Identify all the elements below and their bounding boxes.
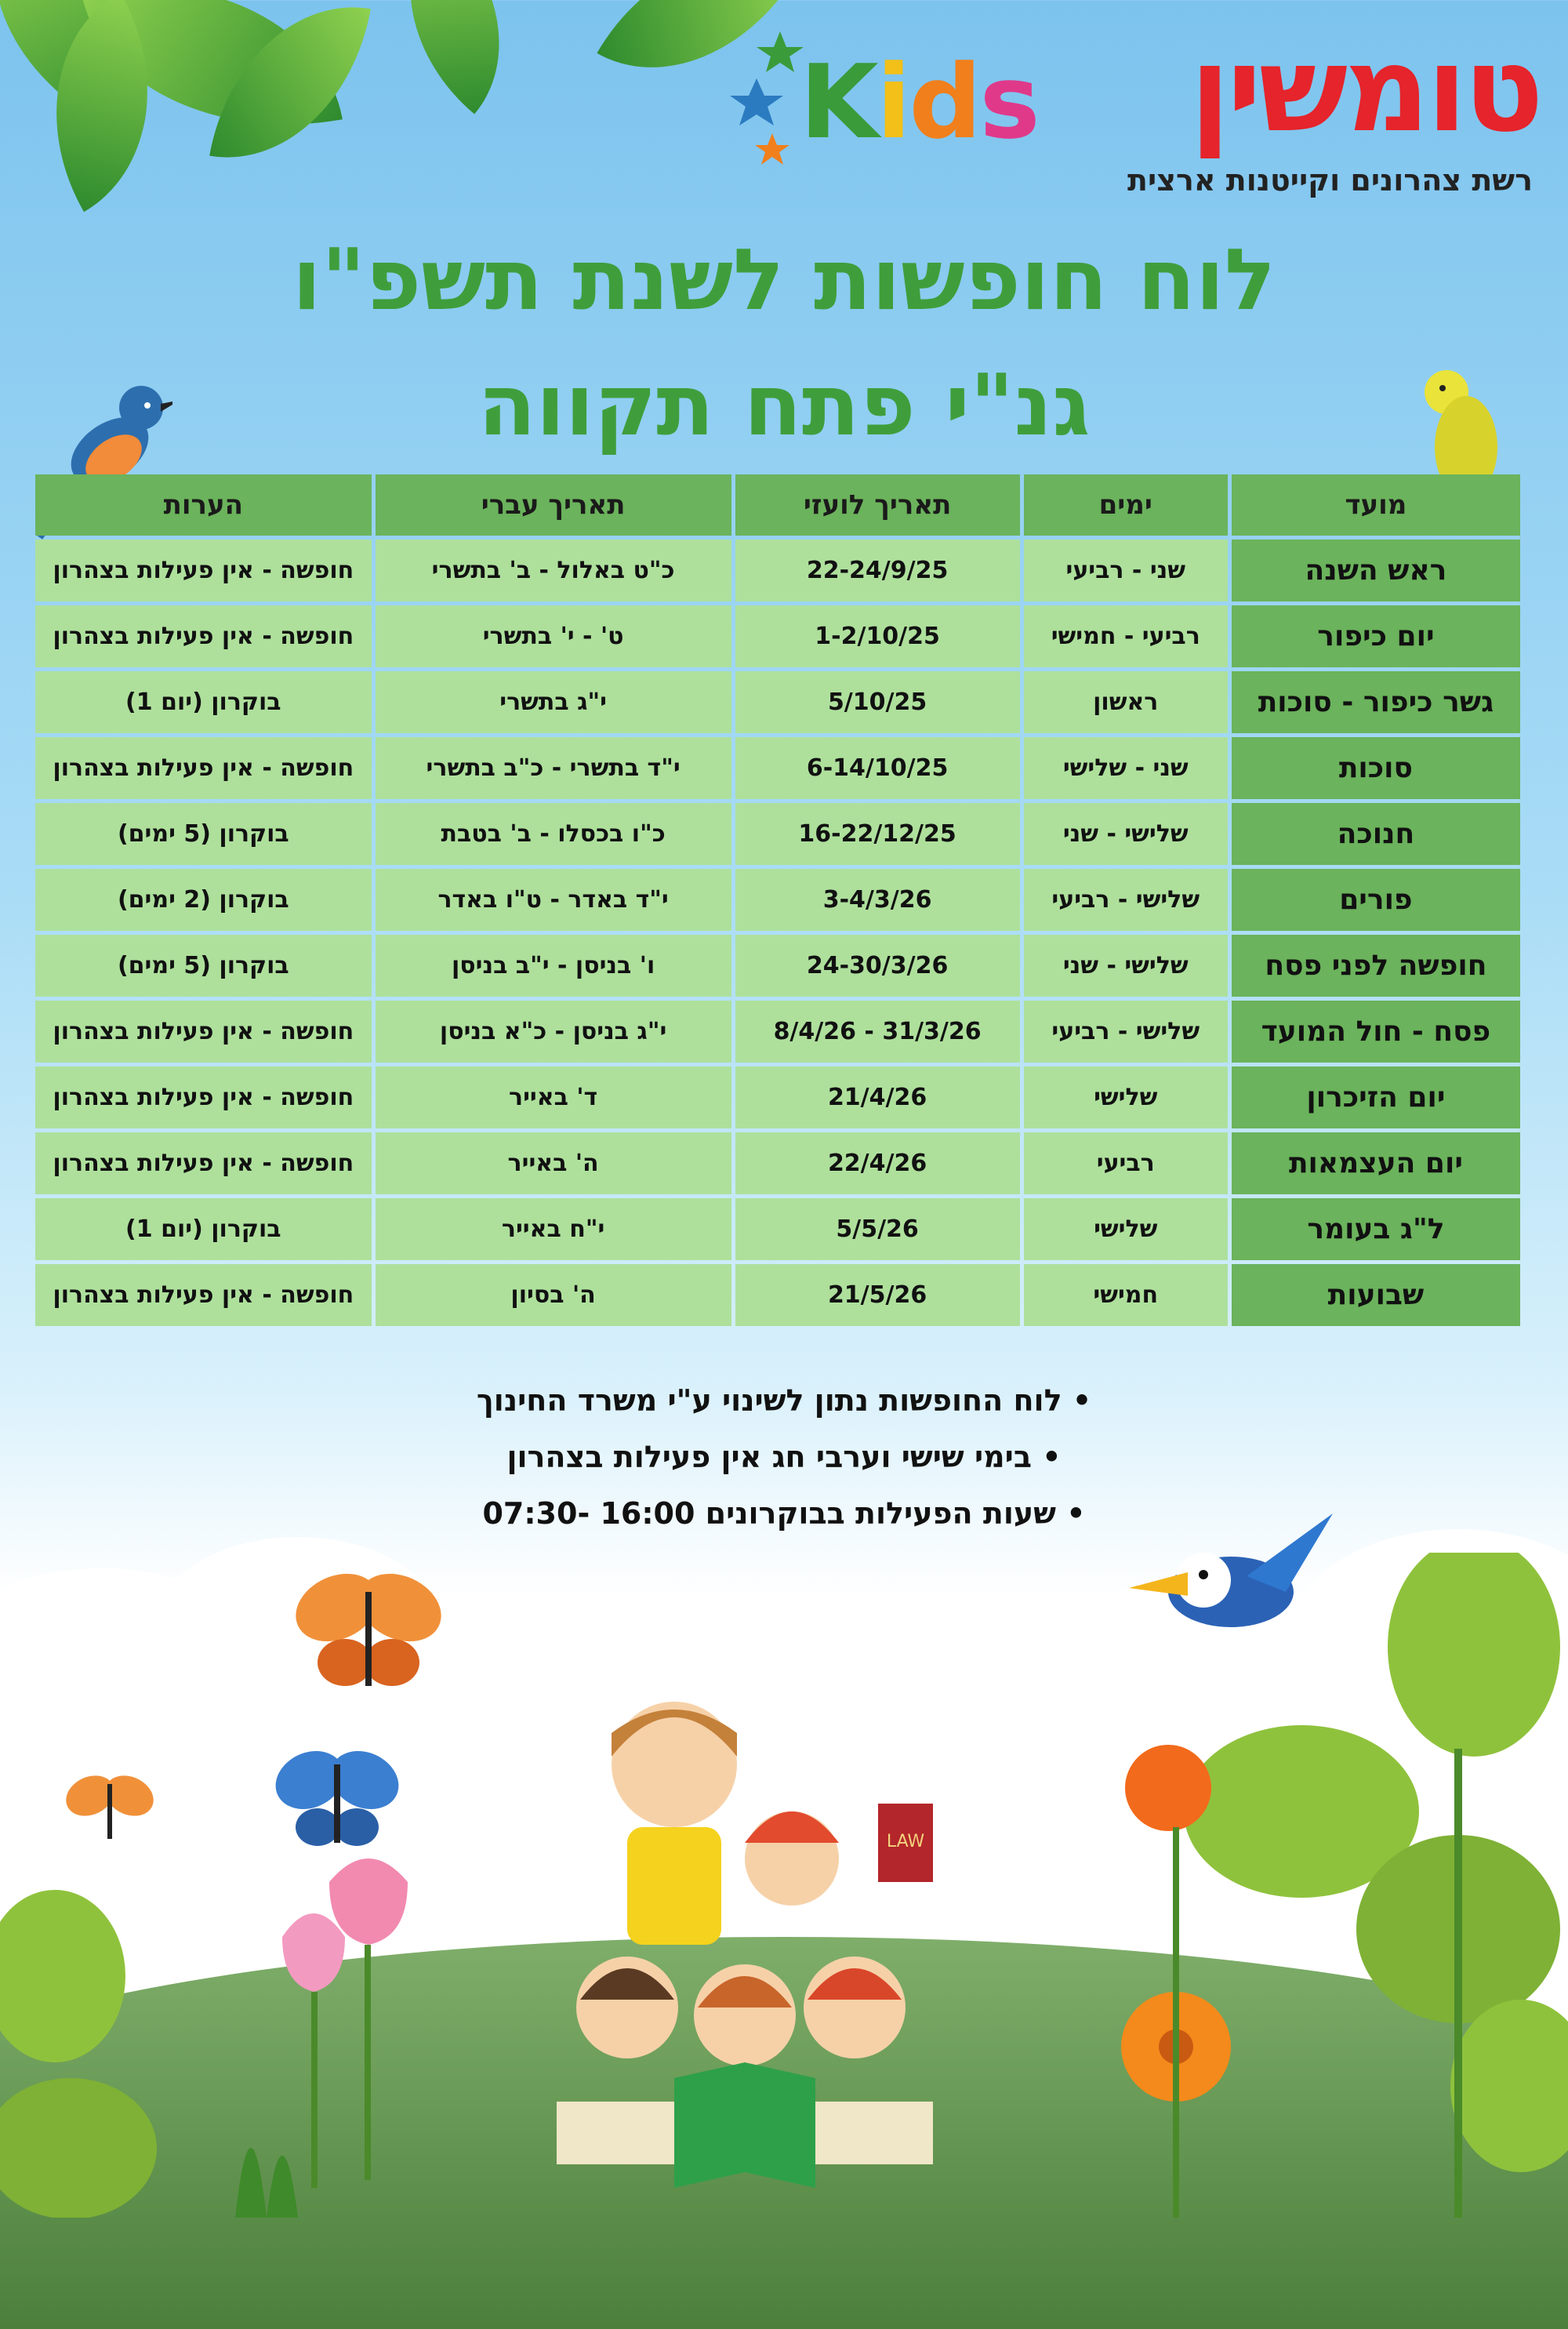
- cell-notes: בוקרון (יום 1): [35, 671, 372, 733]
- table-row: [35, 803, 1520, 865]
- table-header-row: [35, 474, 1520, 536]
- cell-gregorian-date: 5/5/26: [735, 1198, 1020, 1260]
- table-row: [35, 1066, 1520, 1128]
- brand-logo: [725, 24, 1541, 204]
- cell-holiday: ל"ג בעומר: [1232, 1198, 1520, 1260]
- table-row: [35, 869, 1520, 931]
- cell-holiday: שבועות: [1232, 1264, 1520, 1326]
- cell-hebrew-date: ה' באייר: [376, 1132, 731, 1194]
- cell-holiday: חנוכה: [1232, 803, 1520, 865]
- note-item: • בימי שישי וערבי חג אין פעילות בצהרון: [0, 1429, 1568, 1485]
- cell-hebrew-date: ו' בניסן - י"ב בניסן: [376, 935, 731, 997]
- cell-notes: חופשה - אין פעילות בצהרון: [35, 540, 372, 601]
- butterfly-icon: [63, 1764, 157, 1851]
- kids-letter: i: [876, 42, 909, 162]
- kids-letter: K: [800, 42, 877, 162]
- table-row: [35, 1264, 1520, 1326]
- cell-gregorian-date: 1-2/10/25: [735, 605, 1020, 667]
- cell-gregorian-date: 21/4/26: [735, 1066, 1020, 1128]
- cell-days: ראשון: [1024, 671, 1228, 733]
- cell-holiday: יום כיפור: [1232, 605, 1520, 667]
- cell-holiday: יום העצמאות: [1232, 1132, 1520, 1194]
- cell-hebrew-date: ד' באייר: [376, 1066, 731, 1128]
- table-row: [35, 737, 1520, 799]
- plants-right-decoration: [1019, 1553, 1568, 2218]
- kids-wordmark: [800, 42, 1038, 162]
- header-days: ימים: [1024, 474, 1228, 536]
- cell-notes: חופשה - אין פעילות בצהרון: [35, 605, 372, 667]
- cell-notes: בוקרון (5 ימים): [35, 803, 372, 865]
- cell-holiday: סוכות: [1232, 737, 1520, 799]
- header-holiday: מועד: [1232, 474, 1520, 536]
- cell-notes: חופשה - אין פעילות בצהרון: [35, 737, 372, 799]
- cell-days: רביעי: [1024, 1132, 1228, 1194]
- cell-hebrew-date: י"ד בתשרי - כ"ב בתשרי: [376, 737, 731, 799]
- cell-gregorian-date: 6-14/10/25: [735, 737, 1020, 799]
- top-leaves-decoration: [0, 0, 784, 188]
- cell-holiday: ראש השנה: [1232, 540, 1520, 601]
- page-title: לוח חופשות לשנת תשפ"ו: [292, 231, 1276, 329]
- table-row: [35, 935, 1520, 997]
- cell-notes: חופשה - אין פעילות בצהרון: [35, 1066, 372, 1128]
- cell-holiday: יום הזיכרון: [1232, 1066, 1520, 1128]
- cell-hebrew-date: כ"ו בכסלו - ב' בטבת: [376, 803, 731, 865]
- cell-gregorian-date: 22/4/26: [735, 1132, 1020, 1194]
- brand-name: טומשין: [1189, 22, 1541, 158]
- header-notes: הערות: [35, 474, 372, 536]
- cell-days: שלישי - רביעי: [1024, 869, 1228, 931]
- cell-holiday: חופשה לפני פסח: [1232, 935, 1520, 997]
- children-illustration: [510, 1686, 980, 2218]
- table-row: [35, 605, 1520, 667]
- cell-days: שלישי: [1024, 1066, 1228, 1128]
- cell-gregorian-date: 22-24/9/25: [735, 540, 1020, 601]
- header-gregorian-date: תאריך לועזי: [735, 474, 1020, 536]
- cell-holiday: גשר כיפור - סוכות: [1232, 671, 1520, 733]
- note-item: • לוח החופשות נתון לשינוי ע"י משרד החינוך: [0, 1372, 1568, 1429]
- cell-gregorian-date: 16-22/12/25: [735, 803, 1020, 865]
- cell-gregorian-date: 5/10/25: [735, 671, 1020, 733]
- table-row: [35, 1198, 1520, 1260]
- cell-notes: בוקרון (יום 1): [35, 1198, 372, 1260]
- table-row: [35, 671, 1520, 733]
- cell-notes: חופשה - אין פעילות בצהרון: [35, 1264, 372, 1326]
- plants-left-decoration: [0, 1843, 510, 2218]
- cell-gregorian-date: 31/3/26 - 8/4/26: [735, 1001, 1020, 1063]
- stars-icon: [725, 24, 811, 180]
- header-hebrew-date: תאריך עברי: [376, 474, 731, 536]
- cell-gregorian-date: 24-30/3/26: [735, 935, 1020, 997]
- cell-holiday: פסח - חול המועד: [1232, 1001, 1520, 1063]
- cell-holiday: פורים: [1232, 869, 1520, 931]
- cell-days: שלישי: [1024, 1198, 1228, 1260]
- cell-days: שני - רביעי: [1024, 540, 1228, 601]
- cell-hebrew-date: י"ג בתשרי: [376, 671, 731, 733]
- cell-gregorian-date: 3-4/3/26: [735, 869, 1020, 931]
- cell-days: שלישי - רביעי: [1024, 1001, 1228, 1063]
- cell-notes: חופשה - אין פעילות בצהרון: [35, 1001, 372, 1063]
- cell-notes: בוקרון (5 ימים): [35, 935, 372, 997]
- cell-days: שלישי - שני: [1024, 935, 1228, 997]
- kids-letter: s: [979, 42, 1038, 162]
- cell-hebrew-date: י"ד באדר - ט"ו באדר: [376, 869, 731, 931]
- holiday-table: [31, 471, 1524, 1330]
- table-row: [35, 540, 1520, 601]
- cell-days: שני - שלישי: [1024, 737, 1228, 799]
- page-subtitle: גנ"י פתח תקווה: [477, 357, 1091, 455]
- cell-gregorian-date: 21/5/26: [735, 1264, 1020, 1326]
- note-item: • שעות הפעילות בבוקרונים 16:00 -07:30: [0, 1485, 1568, 1542]
- brand-tagline: רשת צהרונים וקייטנות ארצית: [1127, 163, 1533, 198]
- cell-notes: חופשה - אין פעילות בצהרון: [35, 1132, 372, 1194]
- table-row: [35, 1001, 1520, 1063]
- cell-days: שלישי - שני: [1024, 803, 1228, 865]
- cell-hebrew-date: ט' - י' בתשרי: [376, 605, 731, 667]
- cell-hebrew-date: י"ג בניסן - כ"א בניסן: [376, 1001, 731, 1063]
- table-row: [35, 1132, 1520, 1194]
- cell-notes: בוקרון (2 ימים): [35, 869, 372, 931]
- cell-hebrew-date: ה' בסיון: [376, 1264, 731, 1326]
- cell-days: רביעי - חמישי: [1024, 605, 1228, 667]
- butterfly-icon: [290, 1561, 447, 1710]
- book-label: LAW: [886, 1832, 925, 1851]
- cell-days: חמישי: [1024, 1264, 1228, 1326]
- cell-hebrew-date: כ"ט באלול - ב' בתשרי: [376, 540, 731, 601]
- cell-hebrew-date: י"ח באייר: [376, 1198, 731, 1260]
- kids-letter: d: [909, 42, 980, 162]
